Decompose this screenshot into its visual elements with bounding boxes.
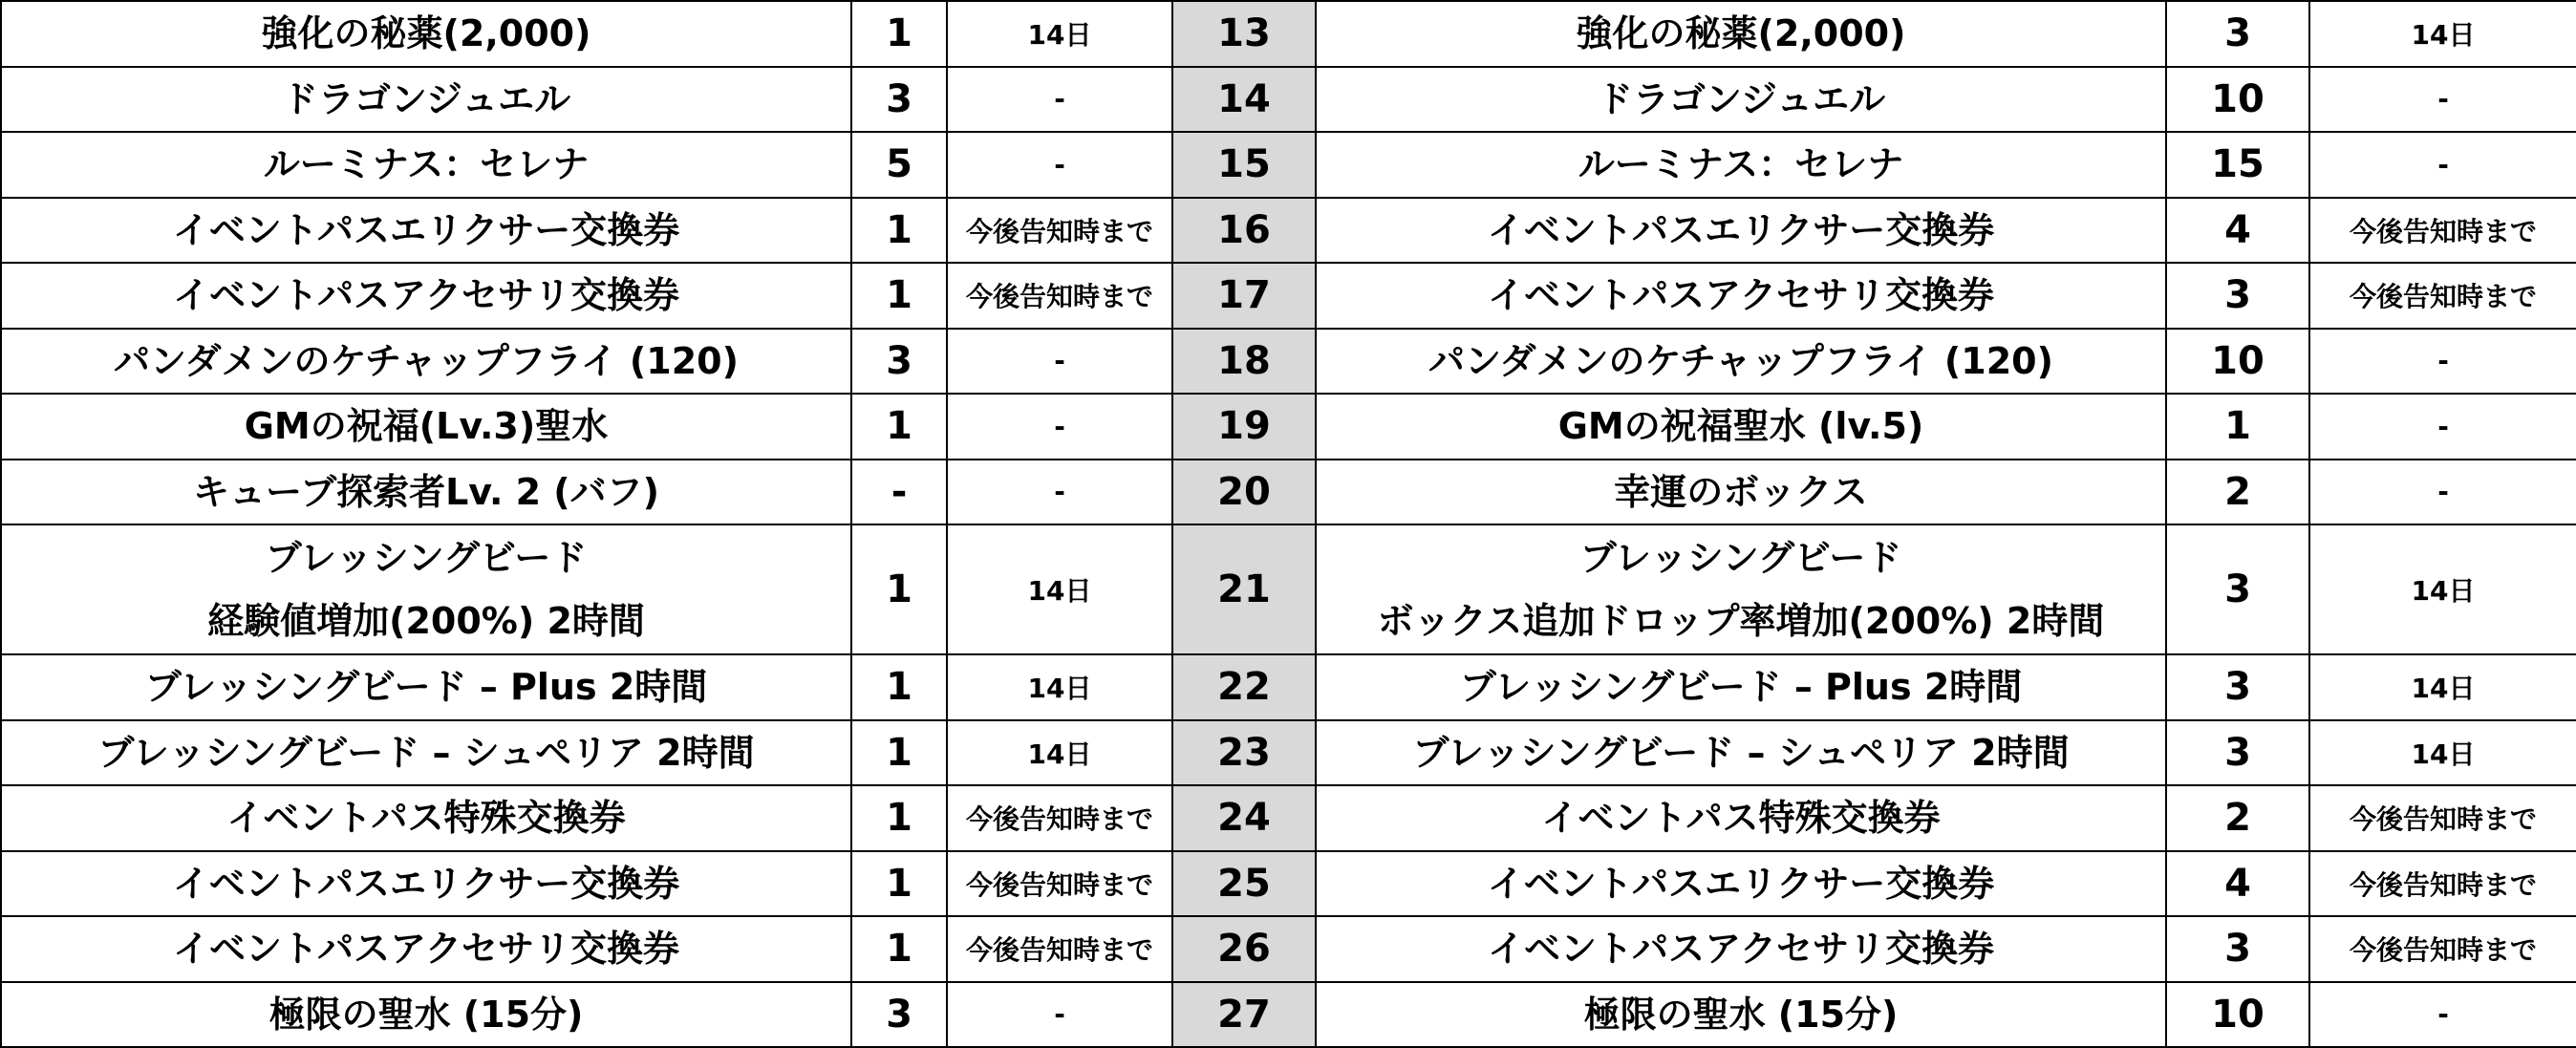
- right-item-name-line: ボックス追加ドロップ率増加(200%) 2時間: [1377, 600, 2105, 642]
- left-item-name: [1, 394, 851, 460]
- table-row: [1, 982, 2576, 1048]
- left-item-name-line: 経験値増加(200%) 2時間: [207, 600, 645, 642]
- left-item-quantity: 1: [851, 394, 947, 460]
- right-item-quantity: 4: [2166, 851, 2309, 917]
- right-item-name: [1316, 132, 2166, 198]
- left-item-name: [1, 67, 851, 133]
- left-item-quantity: 3: [851, 67, 947, 133]
- right-item-quantity: 2: [2166, 785, 2309, 851]
- right-item-period: 今後告知時まで: [2309, 198, 2576, 264]
- right-item-name: [1316, 263, 2166, 329]
- right-item-name-line: 幸運のボックス: [1614, 470, 1868, 513]
- right-item-period: 14日: [2309, 524, 2576, 654]
- right-item-quantity: 3: [2166, 524, 2309, 654]
- left-item-name-line: ルーミナス：セレナ: [263, 143, 590, 185]
- right-item-quantity: 10: [2166, 329, 2309, 395]
- level-number: 13: [1172, 1, 1316, 67]
- left-item-period: -: [947, 982, 1172, 1048]
- left-item-name-line: GMの祝福(Lv.3)聖水: [244, 405, 609, 447]
- right-item-name-line: ブレッシングビード: [1579, 536, 1902, 579]
- table-row: [1, 329, 2576, 395]
- left-item-quantity: 3: [851, 329, 947, 395]
- left-item-name: [1, 851, 851, 917]
- right-item-name: [1316, 460, 2166, 525]
- left-item-name-line: ブレッシングビード – シュペリア 2時間: [97, 731, 755, 774]
- left-item-period: 今後告知時まで: [947, 916, 1172, 982]
- left-item-period: 今後告知時まで: [947, 851, 1172, 917]
- right-item-quantity: 10: [2166, 67, 2309, 133]
- table-row: [1, 263, 2576, 329]
- left-item-period: 今後告知時まで: [947, 263, 1172, 329]
- right-item-name: [1316, 1, 2166, 67]
- left-item-name: [1, 132, 851, 198]
- left-item-name: [1, 654, 851, 720]
- level-number: 24: [1172, 785, 1316, 851]
- left-item-quantity: 3: [851, 982, 947, 1048]
- left-item-name: [1, 263, 851, 329]
- table-row: [1, 132, 2576, 198]
- table-row: [1, 524, 2576, 654]
- right-item-quantity: 3: [2166, 263, 2309, 329]
- right-item-period: 14日: [2309, 1, 2576, 67]
- right-item-name: [1316, 67, 2166, 133]
- right-item-quantity: 3: [2166, 720, 2309, 786]
- level-number: 21: [1172, 524, 1316, 654]
- left-item-name: [1, 460, 851, 525]
- left-item-period: 14日: [947, 524, 1172, 654]
- right-item-name-line: イベントパスアクセサリ交換券: [1487, 274, 1995, 316]
- right-item-name: [1316, 394, 2166, 460]
- left-item-name-line: ブレッシングビード – Plus 2時間: [144, 666, 708, 708]
- left-item-name: [1, 982, 851, 1048]
- right-item-quantity: 15: [2166, 132, 2309, 198]
- left-item-period: -: [947, 460, 1172, 525]
- table-row: [1, 198, 2576, 264]
- left-item-quantity: 1: [851, 654, 947, 720]
- table-row: [1, 654, 2576, 720]
- level-number: 25: [1172, 851, 1316, 917]
- left-item-quantity: 1: [851, 524, 947, 654]
- left-item-name-line: 強化の秘薬(2,000): [261, 12, 591, 54]
- table-row: [1, 785, 2576, 851]
- right-item-name: [1316, 329, 2166, 395]
- right-item-name-line: GMの祝福聖水 (lv.5): [1557, 405, 1924, 447]
- level-number: 18: [1172, 329, 1316, 395]
- table-row: [1, 720, 2576, 786]
- right-item-period: -: [2309, 460, 2576, 525]
- right-item-period: 今後告知時まで: [2309, 916, 2576, 982]
- level-number: 22: [1172, 654, 1316, 720]
- right-item-name: [1316, 851, 2166, 917]
- right-item-period: -: [2309, 132, 2576, 198]
- right-item-period: 14日: [2309, 654, 2576, 720]
- left-item-name: [1, 916, 851, 982]
- right-item-period: 今後告知時まで: [2309, 851, 2576, 917]
- level-number: 14: [1172, 67, 1316, 133]
- left-item-name: [1, 524, 851, 654]
- left-item-period: -: [947, 329, 1172, 395]
- left-item-name-line: イベントパスアクセサリ交換券: [172, 274, 680, 316]
- right-item-name-line: イベントパスアクセサリ交換券: [1487, 928, 1995, 970]
- level-number: 26: [1172, 916, 1316, 982]
- left-item-period: -: [947, 67, 1172, 133]
- right-item-period: 今後告知時まで: [2309, 785, 2576, 851]
- left-item-quantity: 1: [851, 851, 947, 917]
- left-item-name-line: イベントパスエリクサー交換券: [172, 208, 680, 251]
- reward-table-body: [1, 1, 2576, 1047]
- left-item-quantity: 1: [851, 720, 947, 786]
- right-item-period: 今後告知時まで: [2309, 263, 2576, 329]
- right-item-name-line: 強化の秘薬(2,000): [1576, 12, 1906, 54]
- table-row: [1, 460, 2576, 525]
- right-item-period: -: [2309, 329, 2576, 395]
- right-item-quantity: 2: [2166, 460, 2309, 525]
- right-item-name-line: パンダメンのケチャップフライ (120): [1428, 339, 2053, 382]
- level-number: 27: [1172, 982, 1316, 1048]
- level-number: 20: [1172, 460, 1316, 525]
- right-item-quantity: 3: [2166, 654, 2309, 720]
- table-row: [1, 916, 2576, 982]
- right-item-name-line: 極限の聖水 (15分): [1583, 993, 1899, 1036]
- left-item-name-line: ドラゴンジュエル: [281, 77, 571, 120]
- left-item-period: 14日: [947, 654, 1172, 720]
- level-number: 16: [1172, 198, 1316, 264]
- level-number: 19: [1172, 394, 1316, 460]
- level-number: 17: [1172, 263, 1316, 329]
- right-item-name-line: イベントパスエリクサー交換券: [1487, 208, 1995, 251]
- right-item-period: -: [2309, 982, 2576, 1048]
- right-item-quantity: 4: [2166, 198, 2309, 264]
- left-item-name-line: パンダメンのケチャップフライ (120): [114, 339, 739, 382]
- right-item-quantity: 3: [2166, 916, 2309, 982]
- right-item-name: [1316, 916, 2166, 982]
- right-item-name: [1316, 785, 2166, 851]
- left-item-quantity: 1: [851, 198, 947, 264]
- left-item-name: [1, 720, 851, 786]
- right-item-name-line: ドラゴンジュエル: [1596, 77, 1886, 120]
- left-item-period: 今後告知時まで: [947, 785, 1172, 851]
- right-item-name: [1316, 982, 2166, 1048]
- right-item-name-line: ブレッシングビード – シュペリア 2時間: [1412, 731, 2070, 774]
- level-number: 23: [1172, 720, 1316, 786]
- right-item-period: -: [2309, 394, 2576, 460]
- table-row: [1, 1, 2576, 67]
- left-item-quantity: 5: [851, 132, 947, 198]
- left-item-quantity: 1: [851, 1, 947, 67]
- table-row: [1, 394, 2576, 460]
- left-item-name-line: ブレッシングビード: [265, 536, 588, 579]
- table-row: [1, 851, 2576, 917]
- right-item-name-line: イベントパス特殊交換券: [1541, 797, 1941, 839]
- left-item-period: 14日: [947, 1, 1172, 67]
- right-item-name: [1316, 524, 2166, 654]
- left-item-quantity: 1: [851, 263, 947, 329]
- left-item-period: 今後告知時まで: [947, 198, 1172, 264]
- right-item-quantity: 1: [2166, 394, 2309, 460]
- left-item-quantity: 1: [851, 785, 947, 851]
- left-item-quantity: 1: [851, 916, 947, 982]
- left-item-name: [1, 785, 851, 851]
- right-item-name: [1316, 198, 2166, 264]
- left-item-name-line: イベントパスアクセサリ交換券: [172, 928, 680, 970]
- right-item-name-line: ブレッシングビード – Plus 2時間: [1459, 666, 2023, 708]
- right-item-quantity: 3: [2166, 1, 2309, 67]
- right-item-period: 14日: [2309, 720, 2576, 786]
- left-item-period: 14日: [947, 720, 1172, 786]
- right-item-name: [1316, 720, 2166, 786]
- level-number: 15: [1172, 132, 1316, 198]
- right-item-name: [1316, 654, 2166, 720]
- right-item-name-line: イベントパスエリクサー交換券: [1487, 862, 1995, 905]
- left-item-name-line: イベントパスエリクサー交換券: [172, 862, 680, 905]
- left-item-period: -: [947, 132, 1172, 198]
- left-item-name: [1, 329, 851, 395]
- left-item-name: [1, 1, 851, 67]
- table-row: [1, 67, 2576, 133]
- left-item-name-line: 極限の聖水 (15分): [268, 993, 584, 1036]
- left-item-name-line: イベントパス特殊交換券: [226, 797, 626, 839]
- left-item-name: [1, 198, 851, 264]
- left-item-period: -: [947, 394, 1172, 460]
- left-item-quantity: -: [851, 460, 947, 525]
- right-item-quantity: 10: [2166, 982, 2309, 1048]
- right-item-period: -: [2309, 67, 2576, 133]
- right-item-name-line: ルーミナス：セレナ: [1578, 143, 1904, 185]
- left-item-name-line: キューブ探索者Lv. 2 (バフ): [192, 470, 660, 513]
